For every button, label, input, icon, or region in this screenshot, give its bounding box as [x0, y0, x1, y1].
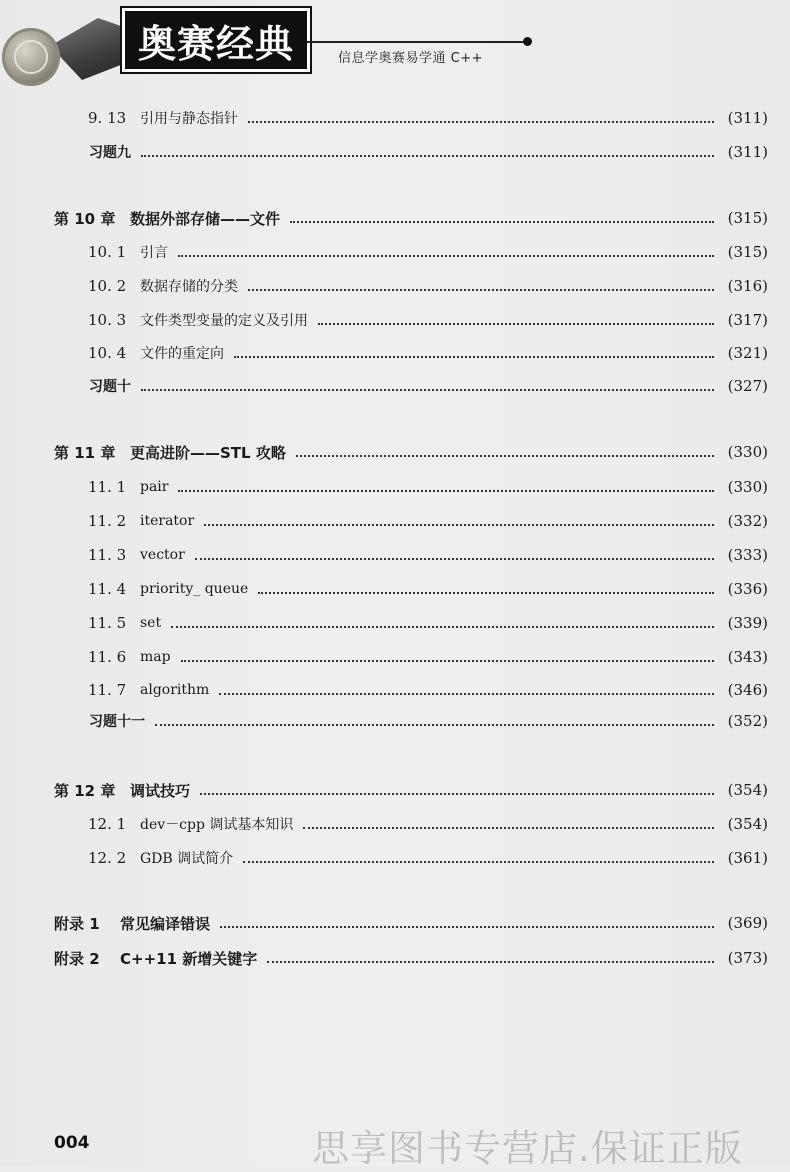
dot-leader: [178, 488, 714, 492]
toc-number: 10. 4: [88, 344, 127, 362]
series-title: 奥赛经典: [137, 21, 294, 66]
toc-page: (333): [727, 546, 768, 564]
toc-title: priority_ queue: [140, 581, 249, 597]
dot-leader: [155, 722, 714, 726]
toc-title: algorithm: [140, 682, 210, 698]
toc-number: 11. 5: [88, 614, 127, 632]
toc-appendix[interactable]: [0, 910, 790, 936]
dot-leader: [181, 658, 714, 662]
toc-page: (343): [727, 648, 768, 666]
dot-leader: [141, 153, 714, 157]
dot-leader: [248, 119, 714, 123]
toc-page: (361): [727, 849, 768, 867]
toc-entry[interactable]: [0, 576, 790, 602]
toc-page: (327): [727, 377, 768, 395]
toc-title: dev－cpp 调试基本知识: [140, 817, 294, 833]
dot-leader: [171, 624, 714, 628]
toc-entry[interactable]: [0, 340, 790, 366]
toc-chapter[interactable]: [0, 777, 790, 803]
toc-entry[interactable]: [0, 708, 790, 734]
dot-leader: [248, 287, 714, 291]
toc-entry[interactable]: [0, 474, 790, 500]
toc-page: (354): [727, 815, 768, 833]
toc-number: 11. 3: [88, 546, 127, 564]
book-subtitle: 信息学奥赛易学通 C++: [338, 51, 483, 66]
appendix-number: 附录 1: [54, 914, 100, 933]
toc-title: 数据存储的分类: [140, 279, 238, 295]
chapter-number: 第 12 章: [54, 781, 116, 800]
dot-leader: [303, 825, 714, 829]
toc-number: 10. 3: [88, 311, 127, 329]
toc-number: 10. 2: [88, 277, 127, 295]
toc-title: iterator: [140, 513, 195, 529]
dot-leader: [220, 924, 714, 928]
toc-number: 11. 6: [88, 648, 127, 666]
dot-leader: [195, 556, 714, 560]
toc-title: 文件的重定向: [140, 346, 224, 362]
toc-page: (373): [727, 949, 768, 967]
dot-leader: [267, 959, 714, 963]
dot-leader: [178, 253, 714, 257]
toc-page: (352): [727, 712, 768, 730]
toc-title: pair: [140, 479, 169, 495]
toc-number: 11. 2: [88, 512, 127, 530]
toc-entry[interactable]: [0, 139, 790, 165]
toc-title: 习题九: [89, 145, 131, 161]
toc-number: 12. 2: [88, 849, 127, 867]
toc-number: 9. 13: [88, 109, 127, 127]
toc-entry[interactable]: [0, 811, 790, 837]
toc-number: 12. 1: [88, 815, 127, 833]
toc-page: (321): [727, 344, 768, 362]
toc-entry[interactable]: [0, 273, 790, 299]
store-watermark: 思享图书专营店.保证正版: [312, 1127, 743, 1170]
toc-entry[interactable]: [0, 644, 790, 670]
toc-number: 11. 7: [88, 681, 127, 699]
chapter-number: 第 10 章: [54, 209, 116, 228]
toc-page: (339): [727, 614, 768, 632]
toc-entry[interactable]: [0, 677, 790, 703]
toc-number: 11. 4: [88, 580, 127, 598]
toc-page: (317): [727, 311, 768, 329]
chapter-title: 调试技巧: [130, 781, 191, 800]
dot-leader: [318, 321, 714, 325]
dot-leader: [219, 691, 714, 695]
toc-entry[interactable]: [0, 542, 790, 568]
dot-leader: [200, 791, 714, 795]
toc-title: 引用与静态指针: [140, 111, 238, 127]
toc-page: (315): [727, 243, 768, 261]
toc-chapter[interactable]: [0, 439, 790, 465]
toc-title: 习题十: [89, 379, 131, 395]
toc-page: (336): [727, 580, 768, 598]
toc-page: (332): [727, 512, 768, 530]
dot-leader: [258, 590, 714, 594]
chapter-title: 更高进阶——STL 攻略: [130, 443, 286, 462]
dot-leader: [141, 387, 714, 391]
toc-entry[interactable]: [0, 373, 790, 399]
toc-page: (354): [727, 781, 768, 799]
toc-page: (311): [727, 109, 768, 127]
toc-title: 习题十一: [89, 714, 145, 730]
toc-entry[interactable]: [0, 610, 790, 636]
dot-leader: [204, 522, 714, 526]
toc-entry[interactable]: [0, 105, 790, 131]
toc-title: set: [140, 615, 162, 631]
toc-title: map: [140, 649, 171, 665]
toc-entry[interactable]: [0, 239, 790, 265]
toc-page: (346): [727, 681, 768, 699]
chapter-title: 数据外部存储——文件: [130, 209, 281, 228]
toc-page: (311): [727, 143, 768, 161]
appendix-title: C++11 新增关键字: [120, 949, 258, 968]
toc-appendix[interactable]: [0, 945, 790, 971]
toc-title: 引言: [140, 245, 168, 261]
toc-chapter[interactable]: [0, 205, 790, 231]
dot-leader: [296, 453, 714, 457]
toc-title: vector: [140, 547, 185, 563]
toc-number: 11. 1: [88, 478, 127, 496]
dot-leader: [243, 859, 714, 863]
dot-leader: [234, 354, 714, 358]
toc-title: GDB 调试简介: [140, 851, 234, 867]
page-number: 004: [54, 1133, 90, 1153]
toc-page: (330): [727, 478, 768, 496]
toc-number: 10. 1: [88, 243, 127, 261]
toc-entry[interactable]: [0, 508, 790, 534]
toc-entry[interactable]: [0, 845, 790, 871]
toc-page: (316): [727, 277, 768, 295]
appendix-number: 附录 2: [54, 949, 100, 968]
dot-leader: [290, 219, 714, 223]
chapter-number: 第 11 章: [54, 443, 116, 462]
toc-page: (330): [727, 443, 768, 461]
toc-entry[interactable]: [0, 307, 790, 333]
appendix-title: 常见编译错误: [120, 914, 211, 933]
toc-page: (315): [727, 209, 768, 227]
toc-page: (369): [727, 914, 768, 932]
toc-title: 文件类型变量的定义及引用: [140, 313, 308, 329]
